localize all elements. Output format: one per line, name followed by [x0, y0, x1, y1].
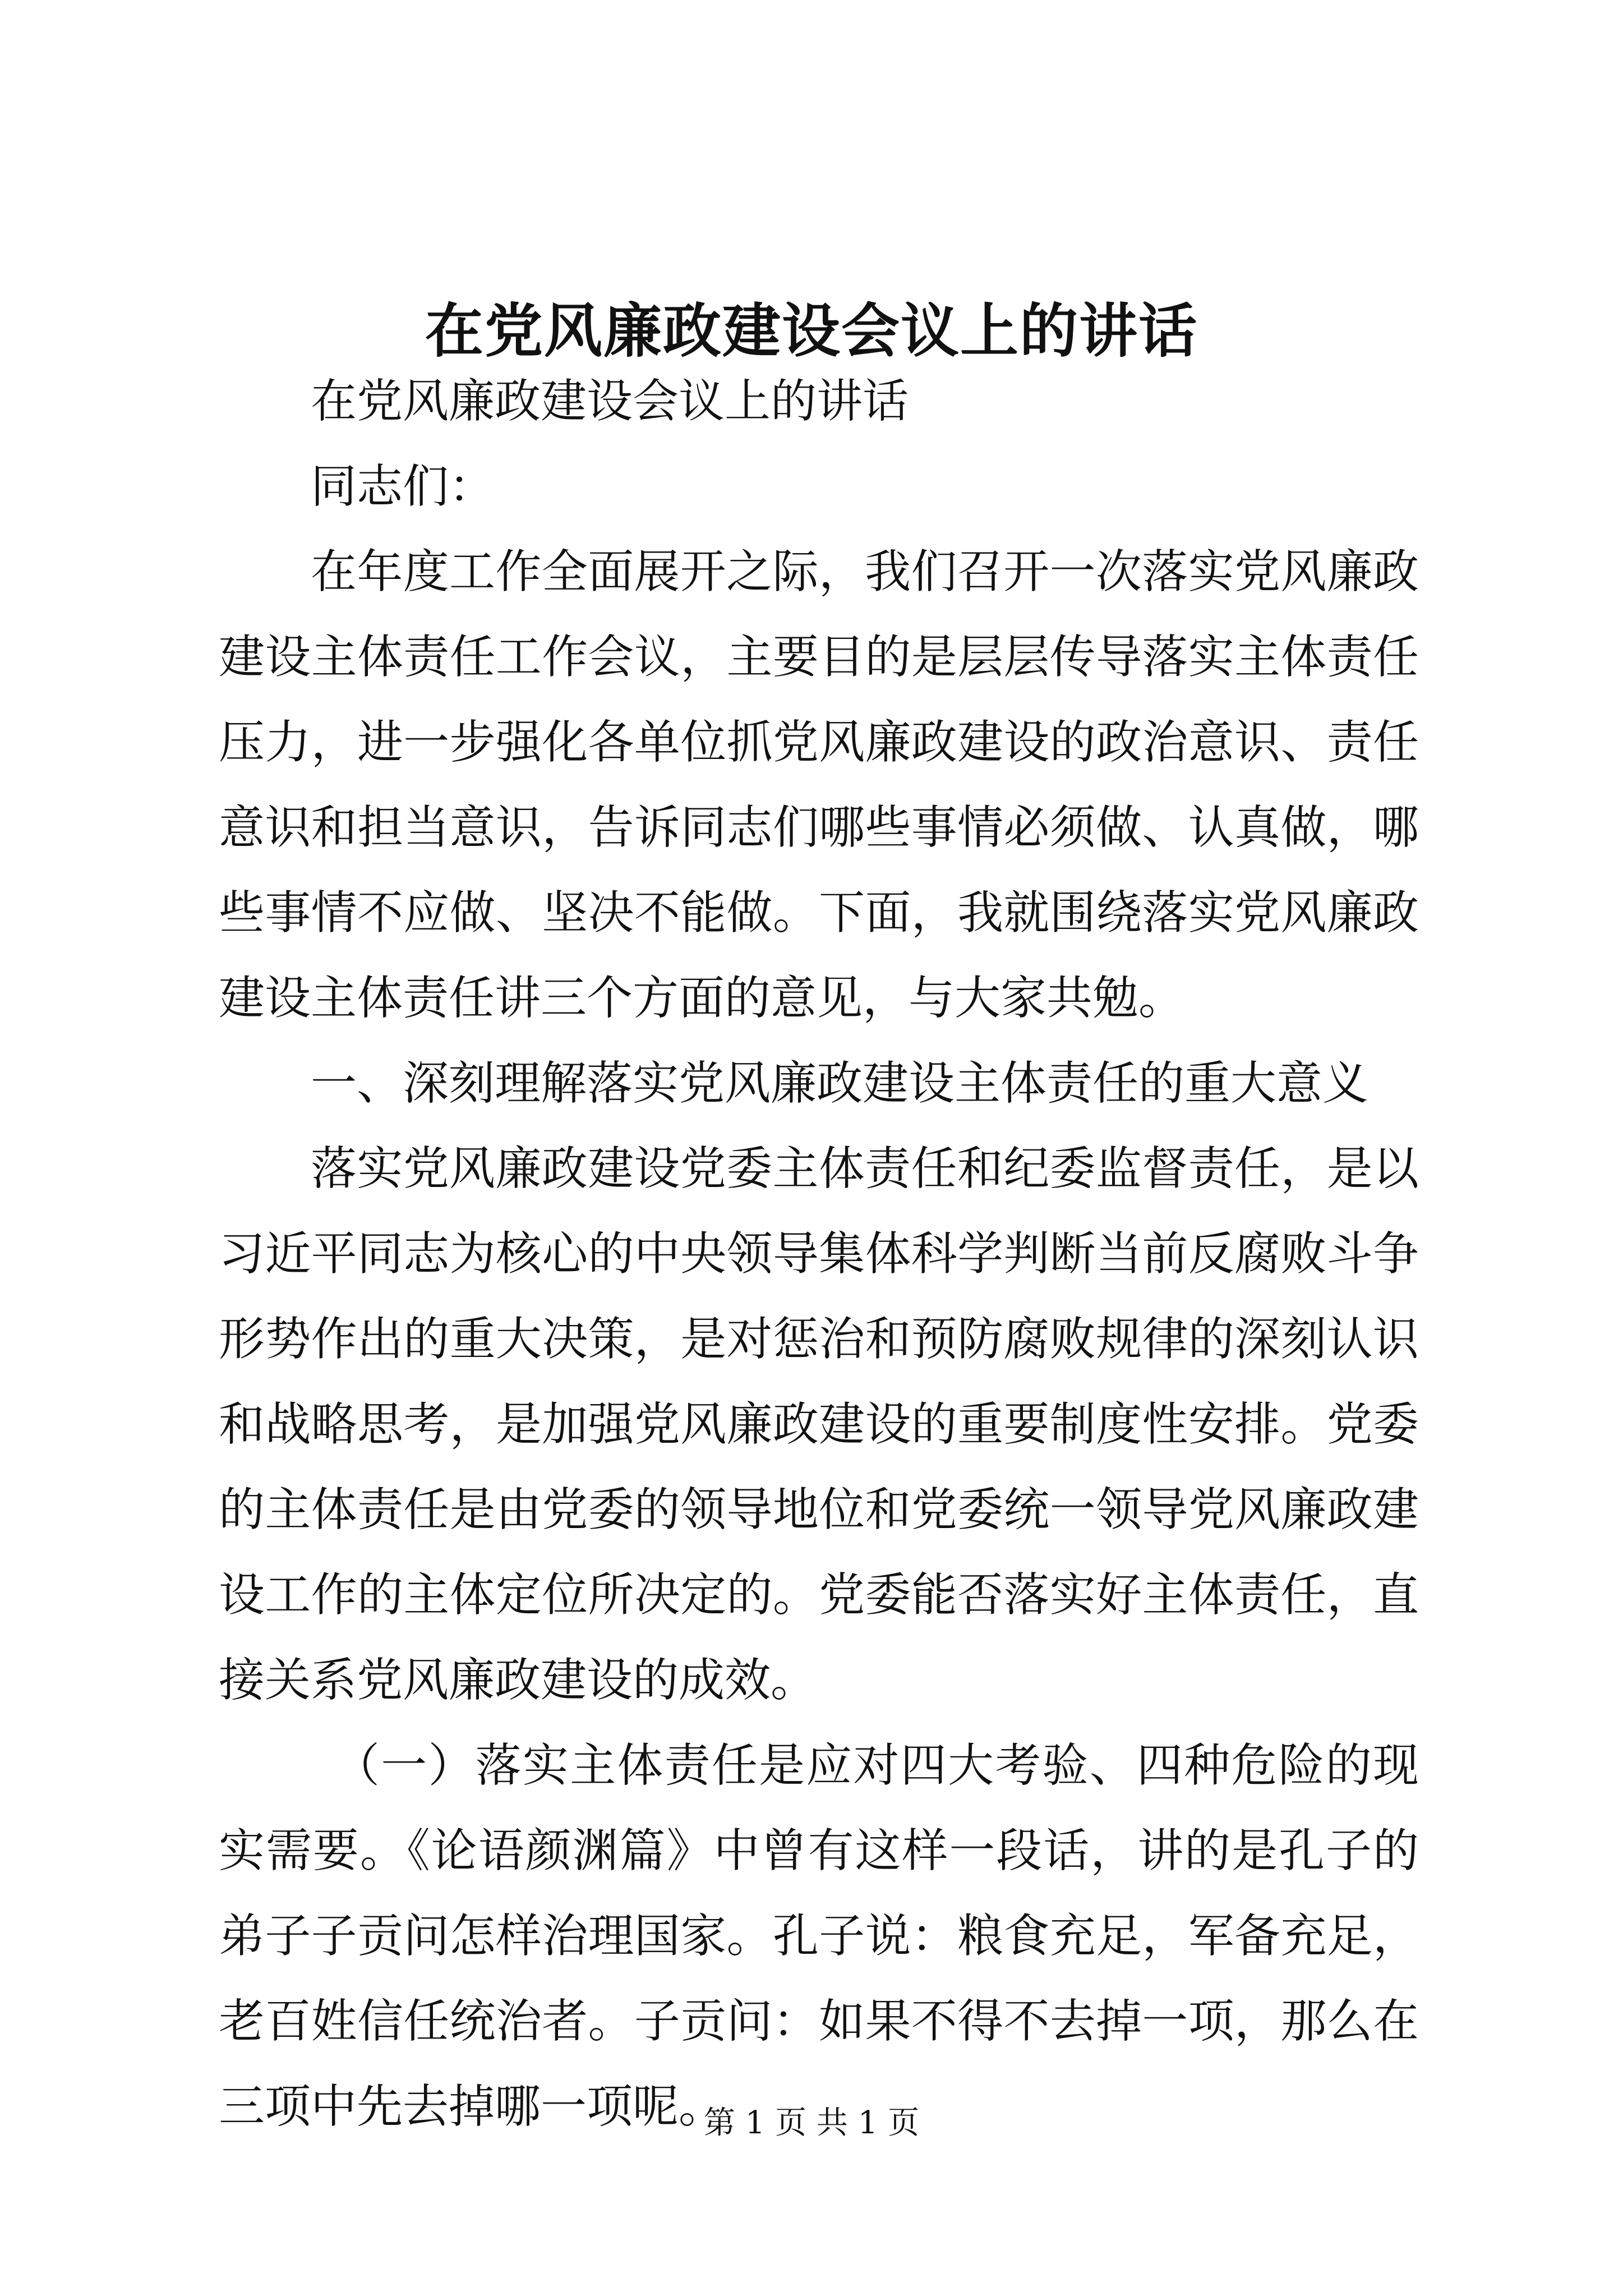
document-title: 在党风廉政建设会议上的讲话 [425, 296, 1198, 365]
paragraph-salutation: 同志们： [311, 460, 495, 513]
section-heading-1: 一、深刻理解落实党风廉政建设主体责任的重大意义 [311, 1057, 1369, 1110]
paragraph-subsection-1: （一）落实主体责任是应对四大考验、四种危险的现实需要。《论语颜渊篇》中曾有这样一段话，讲的是孔子的弟子子贡问怎样治理国家。孔子说：粮食充足，军备充足，老百姓信任统治者。子贡问：如果不得不去掉一项，那么在三项中先去掉哪一项呢。 [219, 1739, 1419, 2133]
page-footer: 第 1 页 共 1 页 [703, 2105, 920, 2141]
document-body [219, 359, 1419, 2150]
paragraph-intro: 在年度工作全面展开之际，我们召开一次落实党风廉政建设主体责任工作会议，主要目的是层层传导落实主体责任压力，进一步强化各单位抓党风廉政建设的政治意识、责任意识和担当意识，告诉同志们哪些事情必须做、认真做，哪些事情不应做、坚决不能做。下面，我就围绕落实党风廉政建设主体责任讲三个方面的意见，与大家共勉。 [219, 545, 1419, 1025]
paragraph-heading: 在党风廉政建设会议上的讲话 [311, 375, 909, 428]
paragraph-section-1: 落实党风廉政建设党委主体责任和纪委监督责任，是以习近平同志为核心的中央领导集体科学判断当前反腐败斗争形势作出的重大决策，是对惩治和预防腐败规律的深刻认识和战略思考，是加强党风廉政建设的重要制度性安排。党委的主体责任是由党委的领导地位和党委统一领导党风廉政建设工作的主体定位所决定的。党委能否落实好主体责任，直接关系党风廉政建设的成效。 [219, 1142, 1419, 1707]
